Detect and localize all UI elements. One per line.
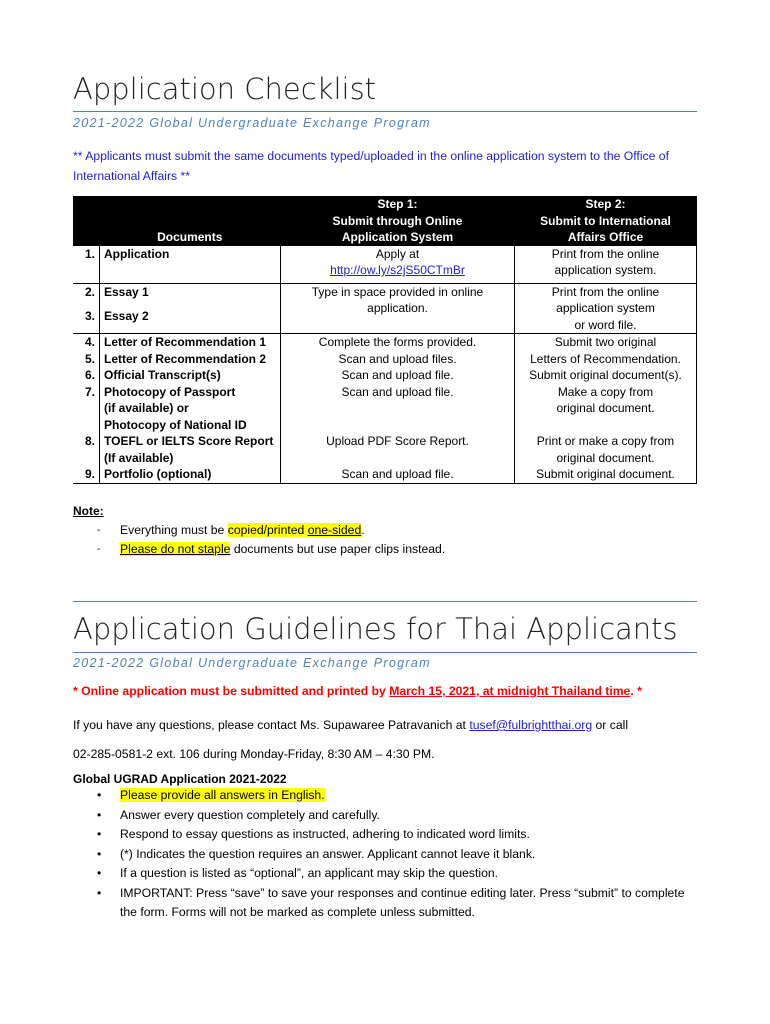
note-text: . [361,523,365,537]
table-row [73,283,697,308]
row-number: 8. [73,433,100,466]
table-row [73,351,697,368]
row-document-line: Photocopy of Passport [104,384,236,399]
list-item-text: If a question is listed as “optional”, an applicant may skip the question. [120,866,499,880]
highlighted-text: Please do not staple [120,542,231,556]
note-title: Note: [73,504,104,518]
row-step2-line: Print from the online [551,284,660,299]
dash-marker: - [97,544,101,555]
row-number: 4. [73,334,100,351]
deadline-date: March 15, 2021, at midnight Thailand time [389,684,631,698]
header-step1-line: Submit through Online [332,213,463,228]
bullet-icon: • [97,827,102,841]
row-step2: Submit two original [515,334,697,351]
list-item-text: (*) Indicates the question requires an answer. Applicant cannot leave it blank. [120,846,536,861]
title-rule [73,111,697,112]
highlighted-text: one-sided [307,523,362,537]
row-step2: Submit original document. [515,466,697,483]
row-step1: Scan and upload file. [281,367,515,384]
list-item-text: Answer every question completely and carefully. [120,807,380,822]
note-text: documents but use paper clips instead. [230,542,446,556]
row-step2 [515,246,697,279]
row-step1 [281,246,515,279]
list-item-text: Please provide all answers in English. [120,788,325,802]
note-item [73,540,445,559]
row-step1: Scan and upload files. [281,351,515,368]
list-item [73,786,697,806]
row-step1-line: Type in space provided in online [311,284,484,299]
note-text: Everything must be [120,523,228,537]
table-header-row [73,196,697,246]
bullet-icon: • [97,866,102,880]
list-item [73,825,697,845]
row-step2 [515,433,697,466]
row-number: 5. [73,351,100,368]
row-step2 [515,283,697,334]
guidelines-title: Application Guidelines for Thai Applicants [73,612,678,646]
row-step1 [281,283,515,333]
bullet-icon: • [97,885,102,900]
header-num [73,196,100,246]
row-document-line: Photocopy of National ID [104,417,247,432]
row-document: Portfolio (optional) [100,466,281,483]
header-step2-line: Submit to International [540,213,671,228]
list-item [73,864,697,884]
row-step2: Submit original document(s). [515,367,697,384]
contact-email-link[interactable]: tusef@fulbrightthai.org [469,718,593,732]
header-step1-line: Application System [341,230,454,244]
row-number: 9. [73,466,100,483]
row-step1: Complete the forms provided. [281,334,515,351]
list-item-text: IMPORTANT: Press “save” to save your responses and continue editing later. Press “submit” to complete the form. Forms will not be marked as complete unless submitted. [120,885,685,919]
row-number: 1. [73,246,100,279]
row-document: Letter of Recommendation 1 [100,334,281,351]
bullet-icon: • [97,807,102,822]
row-step2-line: Make a copy from [557,384,654,399]
row-step2-line: application system. [554,263,657,277]
section-divider [73,601,697,602]
row-document: Essay 1 [100,283,281,308]
table-row [73,466,697,483]
contact-phone: 02-285-0581-2 ext. 106 during Monday-Friday, 8:30 AM – 4:30 PM. [73,747,435,761]
row-number: 3. [73,308,100,333]
table-row [73,367,697,384]
header-step2 [515,196,697,246]
row-document [100,433,281,466]
checklist-table [73,196,697,484]
row-step1-line: Apply at [375,246,420,261]
row-document: Official Transcript(s) [104,368,221,382]
row-step2 [515,384,697,434]
deadline-text: . * [630,684,642,698]
guidelines-subtitle: 2021-2022 Global Undergraduate Exchange Program [73,656,431,670]
list-item [73,884,697,923]
row-step1: Scan and upload file. [281,384,515,434]
guidelines-bullet-list [73,786,697,923]
row-step2-line: or word file. [574,317,637,332]
note-list [73,521,445,559]
table-row [73,246,697,279]
table-row [73,433,697,466]
row-document: Essay 2 [104,309,149,324]
table-row [73,384,697,434]
row-document: Application [104,246,170,261]
row-number: 2. [73,283,100,308]
row-step2-line: Print from the online [551,246,660,261]
deadline-notice [73,684,642,698]
header-step2-line: Affairs Office [567,230,644,244]
row-document-line: (if available) or [104,401,189,415]
dash-marker: - [97,525,101,536]
header-documents: Documents [100,196,281,246]
header-step1-line: Step 1: [377,197,418,211]
row-document-line: (If available) [104,450,174,465]
deadline-text: * Online application must be submitted and printed by [73,684,390,698]
table-row [73,334,697,351]
title-rule [73,652,697,653]
row-step1-line: application. [367,301,428,315]
header-step1 [281,196,515,246]
row-document [100,384,281,434]
row-step2-line: application system [556,301,655,315]
row-document-line: TOEFL or IELTS Score Report [104,434,274,448]
row-step2-line: original document. [556,450,655,465]
row-number: 6. [73,367,100,384]
list-item [73,806,697,826]
bullet-icon: • [97,788,102,802]
highlighted-text: copied/printed [227,523,305,537]
contact-text: or call [592,718,629,732]
list-item-text: Respond to essay questions as instructed, adhering to indicated word limits. [120,827,530,841]
note-item [73,521,445,540]
list-item [73,845,697,865]
guidelines-section-title: Global UGRAD Application 2021-2022 [73,772,287,786]
row-number: 7. [73,384,100,434]
checklist-subtitle: 2021-2022 Global Undergraduate Exchange Program [73,116,431,130]
row-step1: Upload PDF Score Report. [281,433,515,466]
row-step2-line: original document. [556,401,655,415]
row-document: Letter of Recommendation 2 [104,351,267,366]
checklist-note: ** Applicants must submit the same documents typed/uploaded in the online application system to the Office of International Affairs ** [73,149,669,183]
checklist-title: Application Checklist [73,72,377,106]
row-step2: Letters of Recommendation. [515,351,697,368]
contact-text: If you have any questions, please contact Ms. Supawaree Patravanich at [73,718,470,732]
contact-info [73,713,697,766]
application-link[interactable]: http://ow.ly/s2jS50CTmBr [330,263,465,277]
header-step2-line: Step 2: [585,197,626,211]
row-step2-line: Print or make a copy from [536,434,675,448]
bullet-icon: • [97,846,102,861]
row-step1: Scan and upload file. [281,466,515,483]
